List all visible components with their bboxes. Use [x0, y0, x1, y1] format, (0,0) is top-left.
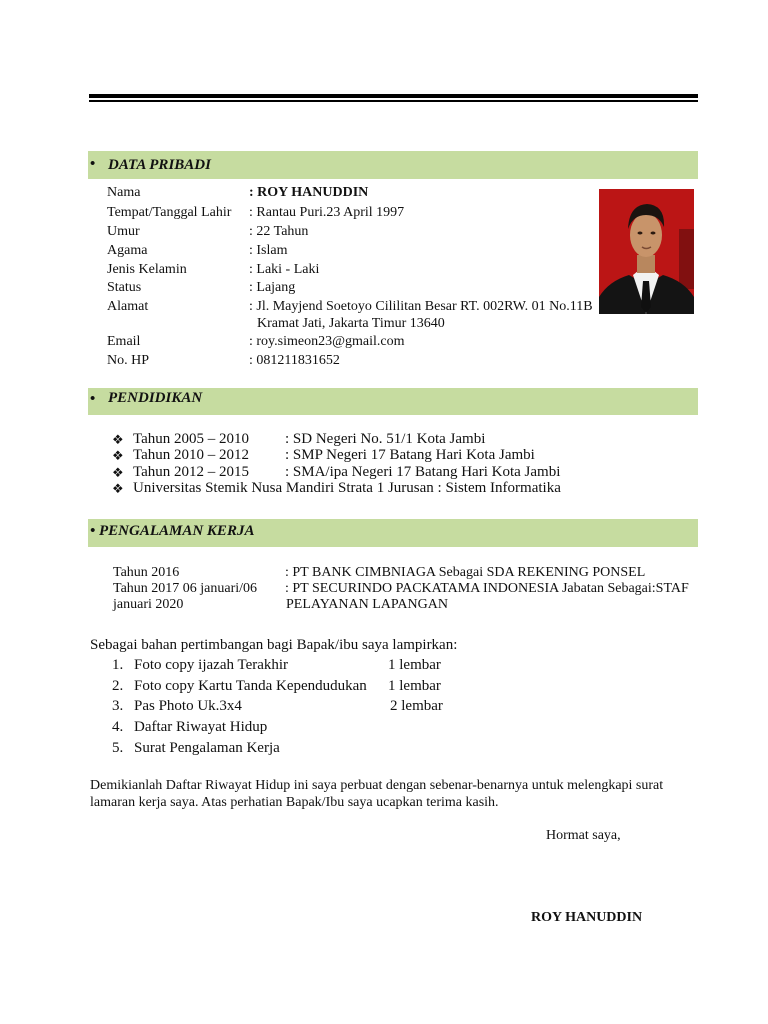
closing-regards: Hormat saya,: [546, 828, 621, 843]
edu-school: : SD Negeri No. 51/1 Kota Jambi: [285, 431, 486, 447]
label-email: Email: [107, 334, 141, 349]
edu-university: Universitas Stemik Nusa Mandiri Strata 1 Jurusan : Sistem Informatika: [133, 480, 561, 496]
diamond-bullet-icon: ❖: [112, 481, 124, 496]
value-jenis-kelamin: : Laki - Laki: [249, 262, 320, 277]
exp-period-line2: januari 2020: [113, 597, 184, 612]
label-hp: No. HP: [107, 353, 150, 368]
closing-paragraph-line2: lamaran kerja saya. Atas perhatian Bapak/Ibu saya ucapkan terima kasih.: [90, 795, 499, 810]
closing-paragraph-line1: Demikianlah Daftar Riwayat Hidup ini saya perbuat dengan sebenar-benarnya untuk melengkapi surat: [90, 778, 664, 793]
attachment-qty: 1 lembar: [388, 678, 441, 694]
exp-period: Tahun 2017 06 januari/06: [113, 581, 258, 596]
section-education: [88, 388, 698, 415]
attachment-name: Daftar Riwayat Hidup: [134, 719, 268, 735]
label-ttl: Tempat/Tanggal Lahir: [107, 205, 232, 220]
attachment-number: 3.: [112, 698, 124, 714]
signature-name: ROY HANUDDIN: [531, 910, 643, 925]
header-rule-thin: [89, 100, 698, 102]
edu-school: : SMP Negeri 17 Batang Hari Kota Jambi: [285, 447, 535, 463]
bullet: •: [90, 391, 96, 407]
edu-school: : SMA/ipa Negeri 17 Batang Hari Kota Jambi: [285, 464, 561, 480]
section-experience: [88, 519, 698, 547]
profile-photo: [599, 189, 694, 314]
edu-period: Tahun 2010 – 2012: [133, 447, 250, 463]
value-ttl: : Rantau Puri.23 April 1997: [249, 205, 405, 220]
header-rule-thick: [89, 94, 698, 98]
attachment-name: Pas Photo Uk.3x4: [134, 698, 242, 714]
attachment-qty: 1 lembar: [388, 657, 441, 673]
attachment-number: 5.: [112, 740, 124, 756]
attachment-qty: 2 lembar: [390, 698, 443, 714]
value-status: : Lajang: [249, 280, 296, 295]
label-nama: Nama: [107, 185, 141, 200]
value-agama: : Islam: [249, 243, 288, 258]
exp-desc: : PT BANK CIMBNIAGA Sebagai SDA REKENING PONSEL: [285, 565, 646, 580]
attachment-name: Surat Pengalaman Kerja: [134, 740, 280, 756]
attachment-name: Foto copy Kartu Tanda Kependudukan: [134, 678, 367, 694]
exp-period: Tahun 2016: [113, 565, 180, 580]
section-personal: [88, 151, 698, 179]
value-email: : roy.simeon23@gmail.com: [249, 334, 405, 349]
value-umur: : 22 Tahun: [249, 224, 309, 239]
bullet: •: [90, 156, 96, 172]
value-nama: : ROY HANUDDIN: [249, 185, 369, 200]
attachment-name: Foto copy ijazah Terakhir: [134, 657, 289, 673]
attachment-number: 1.: [112, 657, 124, 673]
diamond-bullet-icon: ❖: [112, 432, 124, 447]
label-alamat: Alamat: [107, 299, 149, 314]
diamond-bullet-icon: ❖: [112, 465, 124, 480]
edu-period: Tahun 2012 – 2015: [133, 464, 250, 480]
section-title-education: PENDIDIKAN: [108, 390, 203, 406]
value-hp: : 081211831652: [249, 353, 340, 368]
label-jenis-kelamin: Jenis Kelamin: [107, 262, 187, 277]
label-agama: Agama: [107, 243, 148, 258]
value-alamat-line2: Kramat Jati, Jakarta Timur 13640: [257, 316, 445, 331]
value-alamat: : Jl. Mayjend Soetoyo Cililitan Besar RT. 002RW. 01 No.11B: [249, 299, 593, 314]
diamond-bullet-icon: ❖: [112, 448, 124, 463]
edu-period: Tahun 2005 – 2010: [133, 431, 250, 447]
label-umur: Umur: [107, 224, 140, 239]
attachment-number: 2.: [112, 678, 124, 694]
label-status: Status: [107, 280, 142, 295]
section-title-personal: DATA PRIBADI: [108, 157, 211, 173]
exp-desc-line2: PELAYANAN LAPANGAN: [286, 597, 448, 612]
section-title-experience: • PENGALAMAN KERJA: [90, 523, 255, 539]
attachments-intro: Sebagai bahan pertimbangan bagi Bapak/ibu saya lampirkan:: [90, 637, 458, 653]
attachment-number: 4.: [112, 719, 124, 735]
exp-desc: : PT SECURINDO PACKATAMA INDONESIA Jabatan Sebagai:STAF: [285, 581, 689, 596]
